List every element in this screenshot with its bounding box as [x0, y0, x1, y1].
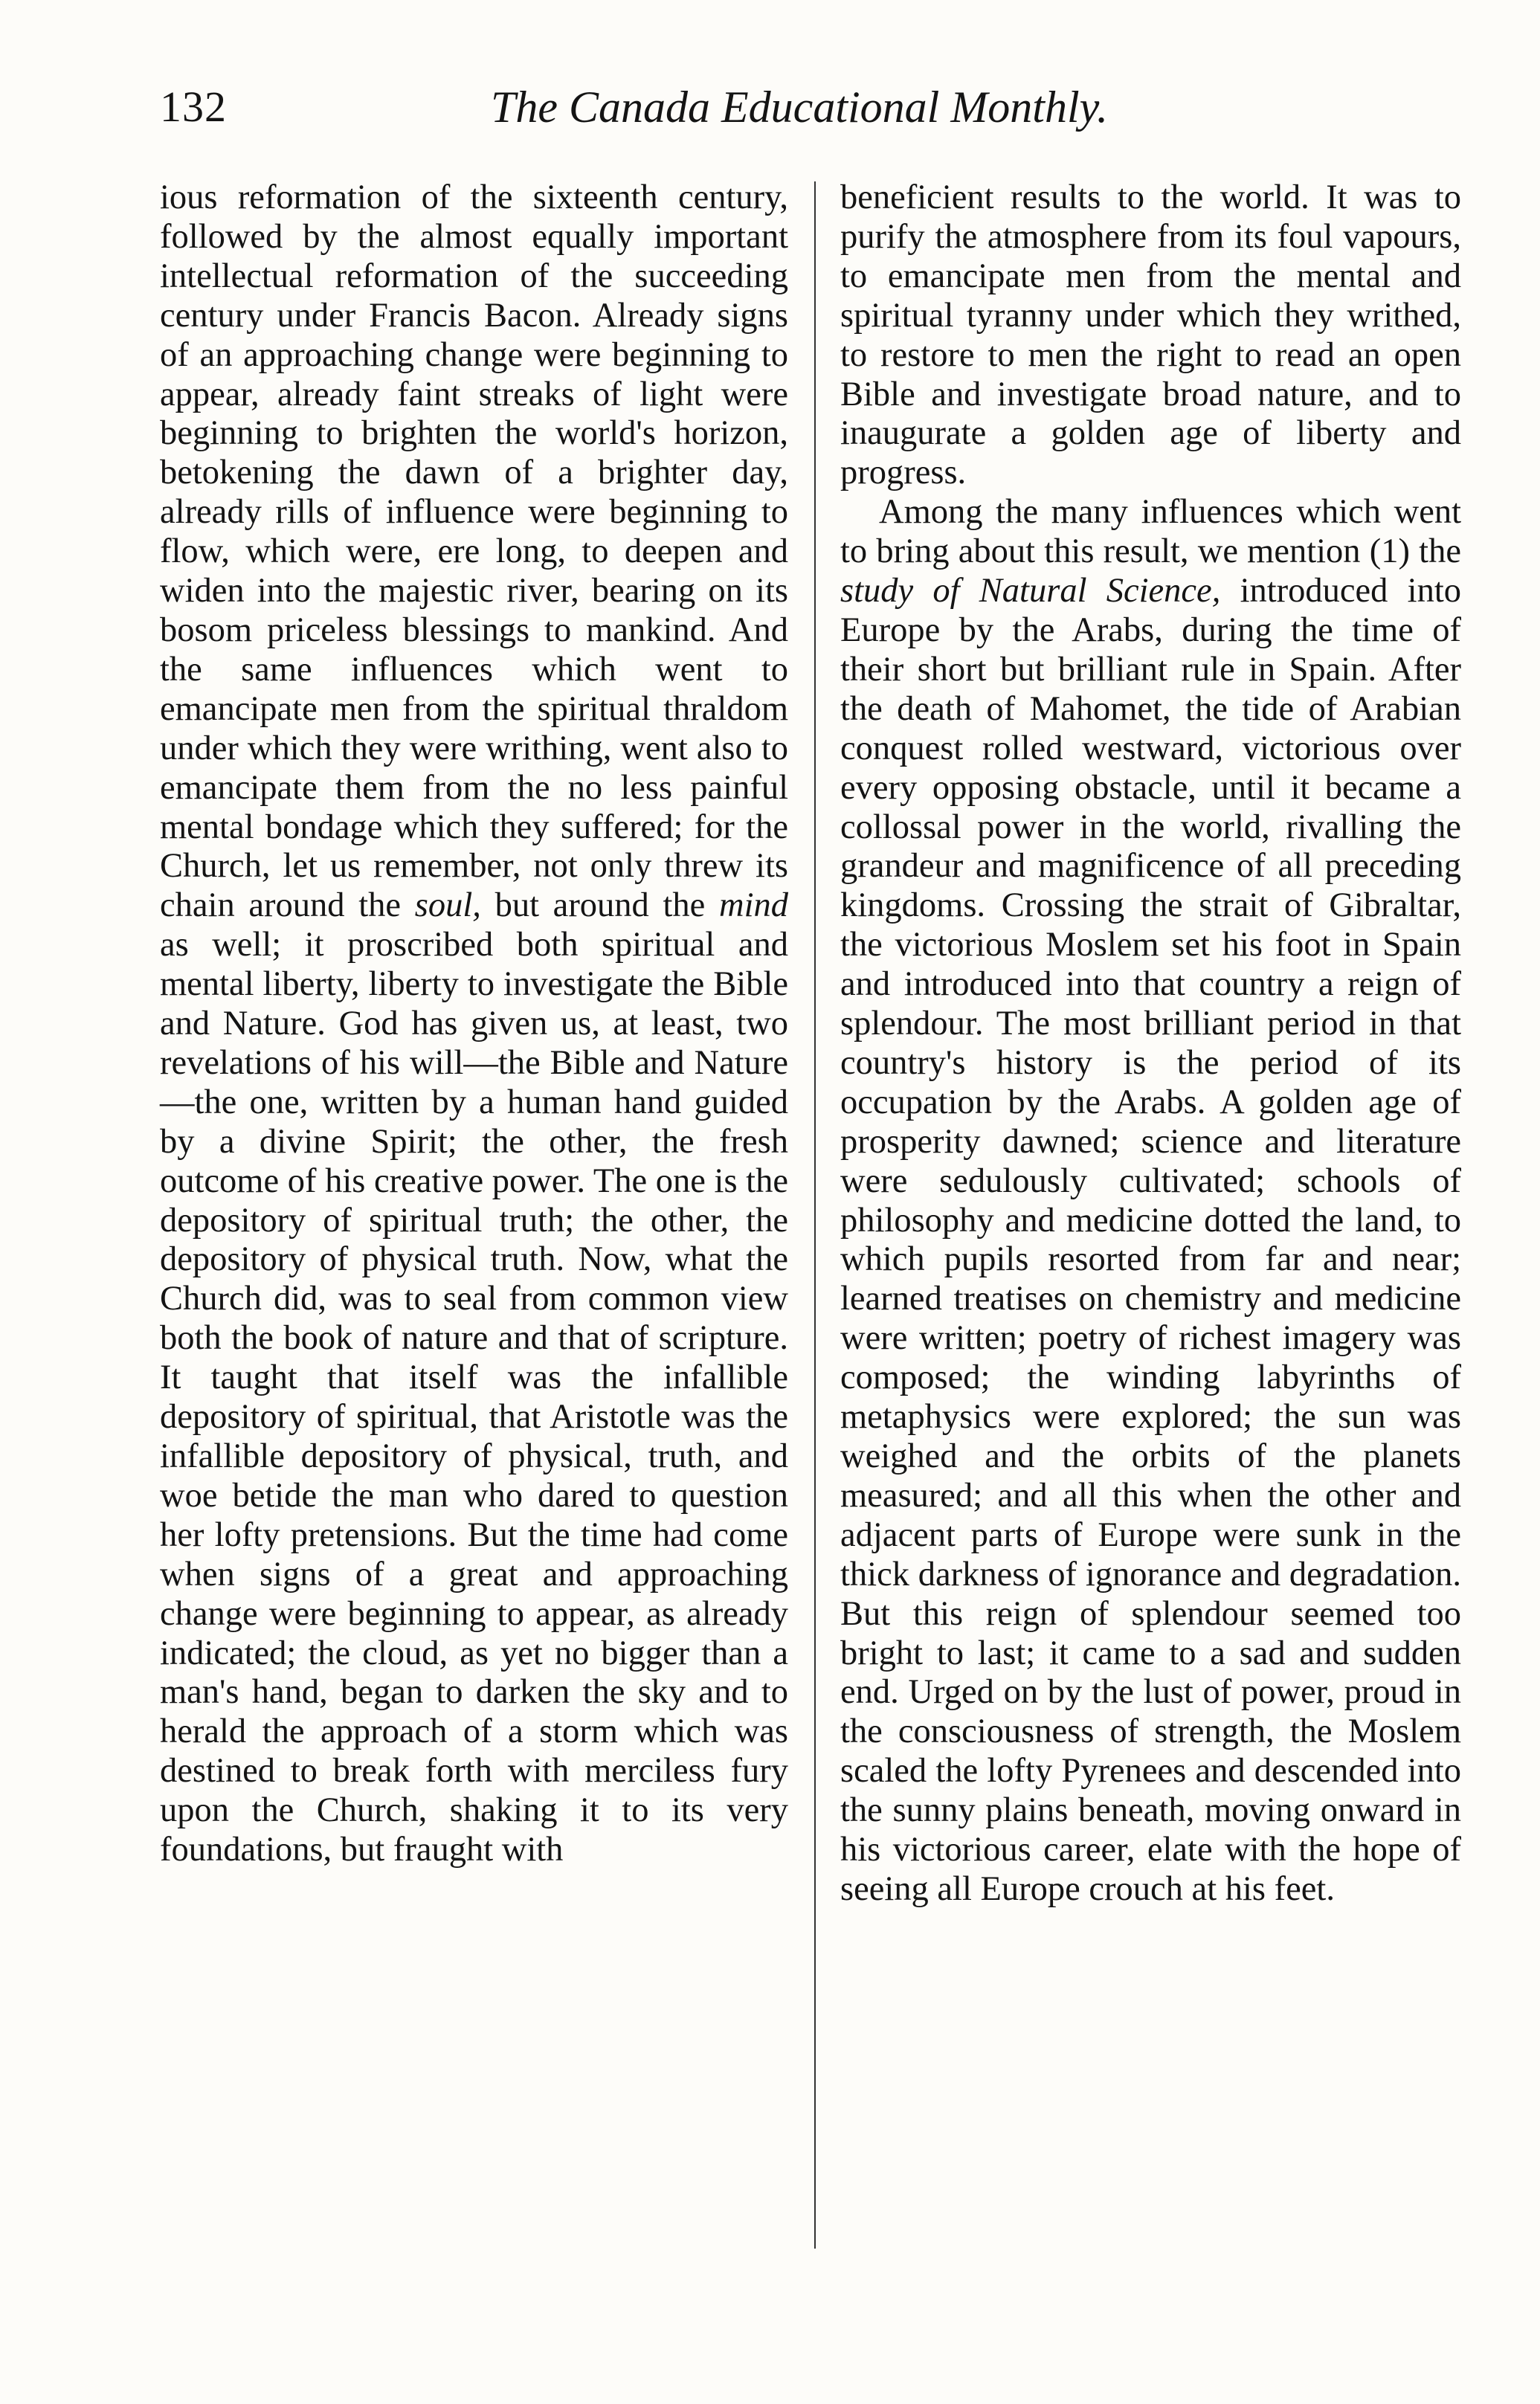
right-paragraph-1: beneficient results to the world. It was to purify the atmosphere from its foul vapours, to emancipate men from the mental and spiritual tyranny under which they writhed, to restore to men the right to read an open Bible and investigate broad nature, and to inaugurate a golden age of liberty and progress. — [840, 178, 1461, 492]
right-text-part-2: introduced into Europe by the Arabs, during the time of their short but brilliant rule in Spain. After the death of Mahomet, the tide of Arabian conquest rolled westward, victorious over every opposing obstacle, until it became a collossal power in the world, rivalling the grandeur and magnificence of all preceding kingdoms. Crossing the strait of Gibraltar, the victorious Moslem set his foot in Spain and introduced into that country a reign of splendour. The most brilliant period in that country's history is the period of its occupation by the Arabs. A golden age of prosperity dawned; science and literature were sedulously cultivated; schools of philosophy and medicine dotted the land, to which pupils resorted from far and near; learned treatises on chemistry and medicine were written; poetry of richest imagery was composed; the winding labyrinths of metaphysics were explored; the sun was weighed and the orbits of the planets measured; and all this when the other and adjacent parts of Europe were sunk in the thick darkness of ignorance and degradation. But this reign of splendour seemed too bright to last; it came to a sad and sudden end. Urged on by the lust of power, proud in the consciousness of strength, the Moslem scaled the lofty Pyrenees and descended into the sunny plains beneath, moving onward in his victorious career, elate with the hope of seeing all Europe crouch at his feet. — [840, 572, 1461, 1908]
page-number: 132 — [160, 83, 227, 131]
left-paragraph — [160, 178, 788, 1870]
italic-soul: soul, — [414, 886, 481, 925]
right-text-part-1: Among the many influences which went to bring about this result, we mention (1) the — [840, 493, 1461, 571]
right-paragraph-2 — [840, 493, 1461, 1910]
left-text-part-3: as well; it proscribed both spiritual and mental liberty, liberty to investigate the Bible and Nature. God has given us, at least, two revelations of his will—the Bible and Nature—the one, written by a human hand guided by a divine Spirit; the other, the fresh outcome of his creative power. The one is the depository of spiritual truth; the other, the depository of physical truth. Now, what the Church did, was to seal from common view both the book of nature and that of scripture. It taught that itself was the infallible depository of spiritual, that Aristotle was the infallible depository of physical, truth, and woe betide the man who dared to question her lofty pretensions. But the time had come when signs of a great and approaching change were beginning to appear, as already indicated; the cloud, as yet no bigger than a man's hand, began to darken the sky and to herald the approach of a storm which was destined to break forth with merciless fury upon the Church, shaking it to its very foundations, but fraught with — [160, 926, 788, 1869]
page-header — [152, 71, 1446, 153]
left-column — [160, 178, 788, 2260]
right-column — [840, 178, 1461, 2260]
italic-mind: mind — [719, 886, 789, 925]
running-title: The Canada Educational Monthly. — [491, 83, 1108, 132]
left-text-part-1: ious reformation of the sixteenth century, followed by the almost equally important intellectual reformation of the succeeding century under Francis Bacon. Already signs of an approaching change were beginning to appear, already faint streaks of light were beginning to brighten the world's horizon, betokening the dawn of a brighter day, already rills of influence were beginning to flow, which were, ere long, to deepen and widen into the majestic river, bearing on its bosom priceless blessings to mankind. And the same influences which went to emancipate men from the spiritual thraldom under which they were writhing, went also to emancipate them from the no less painful mental bondage which they suffered; for the Church, let us remember, not only threw its chain around the — [160, 178, 788, 925]
italic-study-of-natural-science: study of Natural Science, — [840, 572, 1221, 610]
left-text-part-2: but around the — [480, 886, 720, 925]
column-divider — [814, 181, 816, 2249]
